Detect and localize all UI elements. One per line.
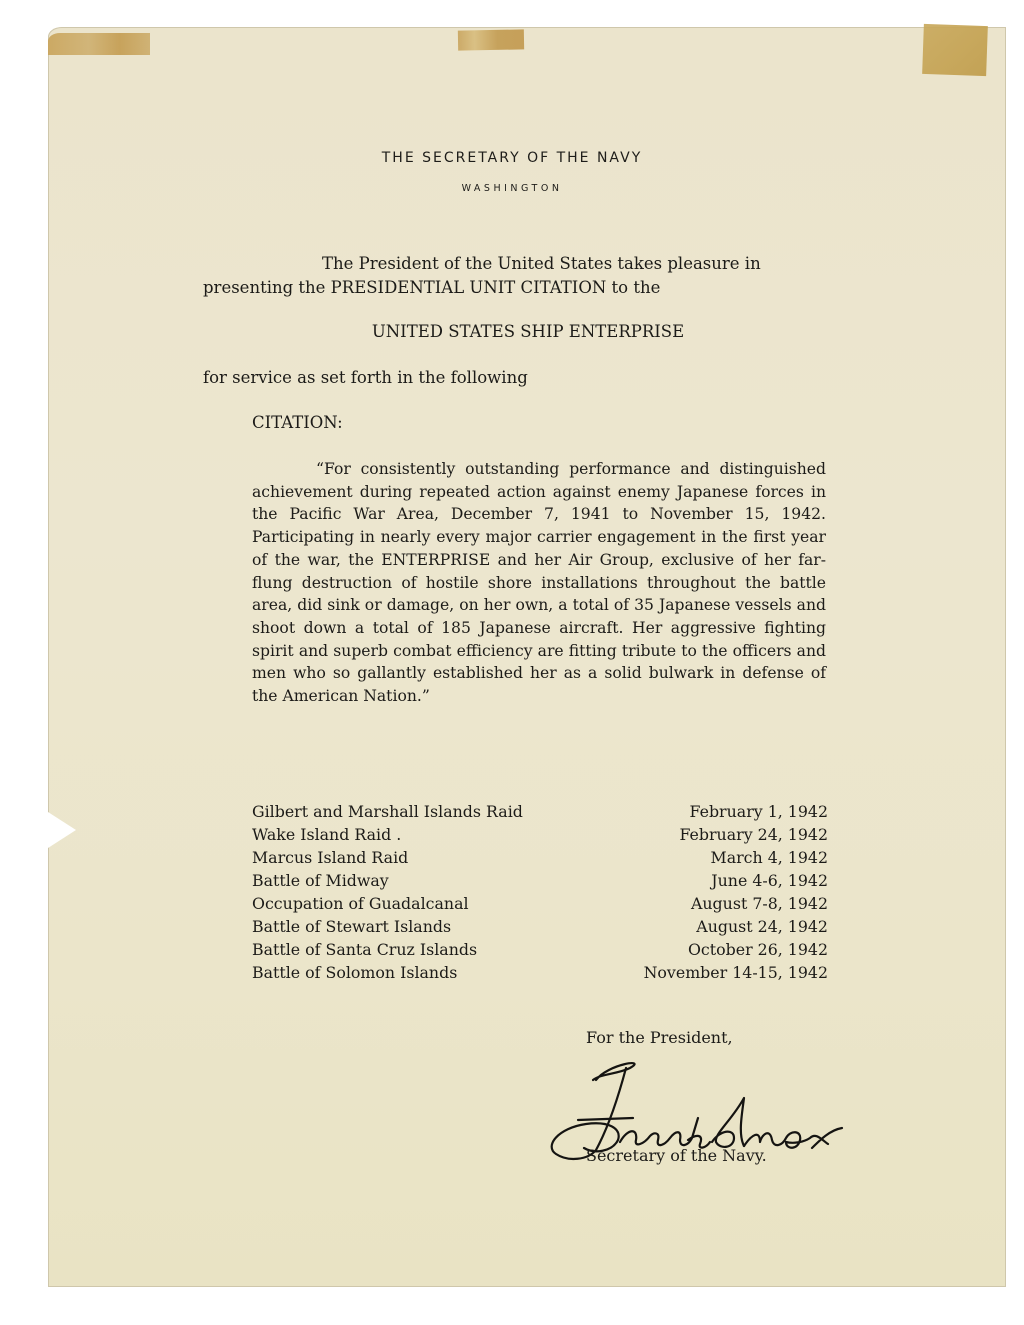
paper-tear [48, 812, 76, 848]
engagement-name: Battle of Stewart Islands [252, 917, 452, 936]
signer-title: Secretary of the Navy. [586, 1146, 767, 1165]
engagement-date: August 7-8, 1942 [690, 894, 828, 913]
engagement-date: February 24, 1942 [679, 825, 828, 844]
engagement-row [252, 915, 828, 938]
tape-mark-right [922, 24, 988, 76]
tape-mark-left [48, 33, 150, 55]
engagement-row [252, 823, 828, 846]
engagement-name: Wake Island Raid . [252, 825, 402, 844]
recipient-name: UNITED STATES SHIP ENTERPRISE [371, 322, 685, 341]
engagement-date: June 4-6, 1942 [711, 871, 828, 890]
engagement-name: Battle of Solomon Islands [252, 963, 458, 982]
citation-heading: CITATION: [252, 413, 343, 432]
citation-body [252, 458, 826, 708]
engagement-row [252, 892, 828, 915]
citation-text: “For consistently outstanding performance and distinguished achievement during repeated action against enemy Japanese forces in the Pacific War Area, December 7, 1941 to November 15, 1942. Participating in nearly every major carrier engagement in the first year of the war, the ENTERPRISE and her Air Group, exclusive of her far-flung destruction of hostile shore installations throughout the battle area, did sink or damage, on her own, a total of 35 Japanese vessels and shoot down a total of 185 Japanese aircraft. Her aggressive fighting spirit and superb combat efficiency are fitting tribute to the officers and men who so gallantly established her as a solid bulwark in defense of the American Nation.” [252, 460, 826, 706]
tape-mark-center [458, 29, 524, 50]
intro-line-2: presenting the PRESIDENTIAL UNIT CITATION to the [203, 278, 661, 297]
engagement-date: November 14-15, 1942 [643, 963, 828, 982]
engagement-name: Gilbert and Marshall Islands Raid [252, 802, 523, 821]
letterhead-city: WASHINGTON [461, 183, 563, 194]
engagement-date: February 1, 1942 [689, 802, 828, 821]
engagement-row [252, 938, 828, 961]
intro-line-1: The President of the United States takes pleasure in [322, 254, 761, 273]
engagement-date: March 4, 1942 [710, 848, 828, 867]
engagement-name: Battle of Santa Cruz Islands [252, 940, 478, 959]
engagement-date: August 24, 1942 [696, 917, 828, 936]
engagement-row [252, 800, 828, 823]
engagement-row [252, 961, 828, 984]
engagement-name: Occupation of Guadalcanal [252, 894, 469, 913]
engagement-row [252, 869, 828, 892]
intro-line-3: for service as set forth in the following [203, 368, 528, 387]
engagement-row [252, 846, 828, 869]
for-the-president: For the President, [586, 1028, 733, 1047]
engagement-list [252, 800, 828, 984]
engagement-date: October 26, 1942 [687, 940, 828, 959]
letterhead-title: THE SECRETARY OF THE NAVY [381, 150, 643, 166]
engagement-name: Battle of Midway [252, 871, 389, 890]
engagement-name: Marcus Island Raid [252, 848, 409, 867]
